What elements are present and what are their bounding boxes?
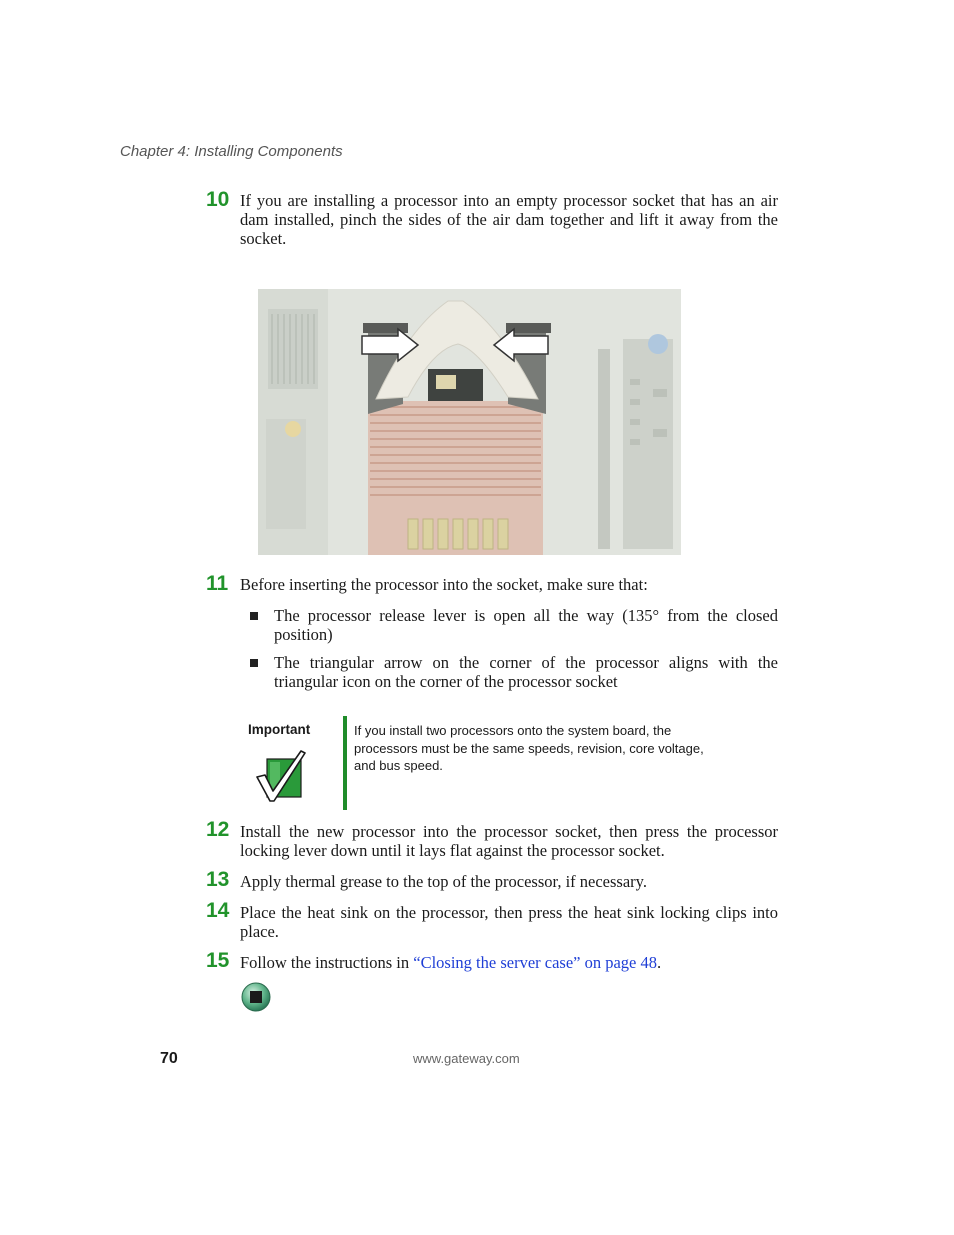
important-text: If you install two processors onto the system board, the processors must be the same speeds, revision, core voltage, and bus speed. — [354, 723, 704, 773]
bullet-item — [250, 606, 778, 644]
footer-url[interactable]: www.gateway.com — [413, 1051, 520, 1066]
step-text-11: Before inserting the processor into the socket, make sure that: — [240, 575, 648, 594]
step-text-10: If you are installing a processor into an empty processor socket that has an air dam installed, pinch the sides of the air dam together and lift it away from the socket. — [240, 191, 778, 248]
step-number-11: 11 — [206, 572, 229, 595]
bullet-square-icon — [250, 659, 258, 667]
chapter-header: Chapter 4: Installing Components — [120, 143, 343, 160]
checkmark-icon — [255, 749, 307, 803]
important-divider — [343, 716, 347, 810]
bullet-square-icon — [250, 612, 258, 620]
step-text-14: Place the heat sink on the processor, then press the heat sink locking clips into place. — [240, 903, 778, 941]
step-number-10: 10 — [206, 188, 230, 211]
air-dam-photo — [258, 289, 681, 555]
step-number-12: 12 — [206, 818, 230, 841]
page-number: 70 — [160, 1050, 178, 1067]
step-text-15 — [240, 953, 778, 972]
closing-server-case-link[interactable]: “Closing the server case” on page 48 — [413, 953, 657, 972]
bullet-item — [250, 653, 778, 691]
step-text-13: Apply thermal grease to the top of the processor, if necessary. — [240, 872, 647, 891]
bullet-text: The processor release lever is open all the way (135° from the closed position) — [274, 606, 778, 644]
step-text-12: Install the new processor into the processor socket, then press the processor locking lever down until it lays flat against the processor socket. — [240, 822, 778, 860]
bullet-text: The triangular arrow on the corner of the processor aligns with the triangular icon on the corner of the processor socket — [274, 653, 778, 691]
stop-icon — [241, 982, 271, 1012]
step-text-15-prefix: Follow the instructions in — [240, 953, 414, 972]
step-number-13: 13 — [206, 868, 230, 891]
step-number-14: 14 — [206, 899, 230, 922]
step-number-15: 15 — [206, 949, 230, 972]
step-text-15-suffix: . — [657, 953, 662, 972]
important-label: Important — [248, 722, 311, 737]
